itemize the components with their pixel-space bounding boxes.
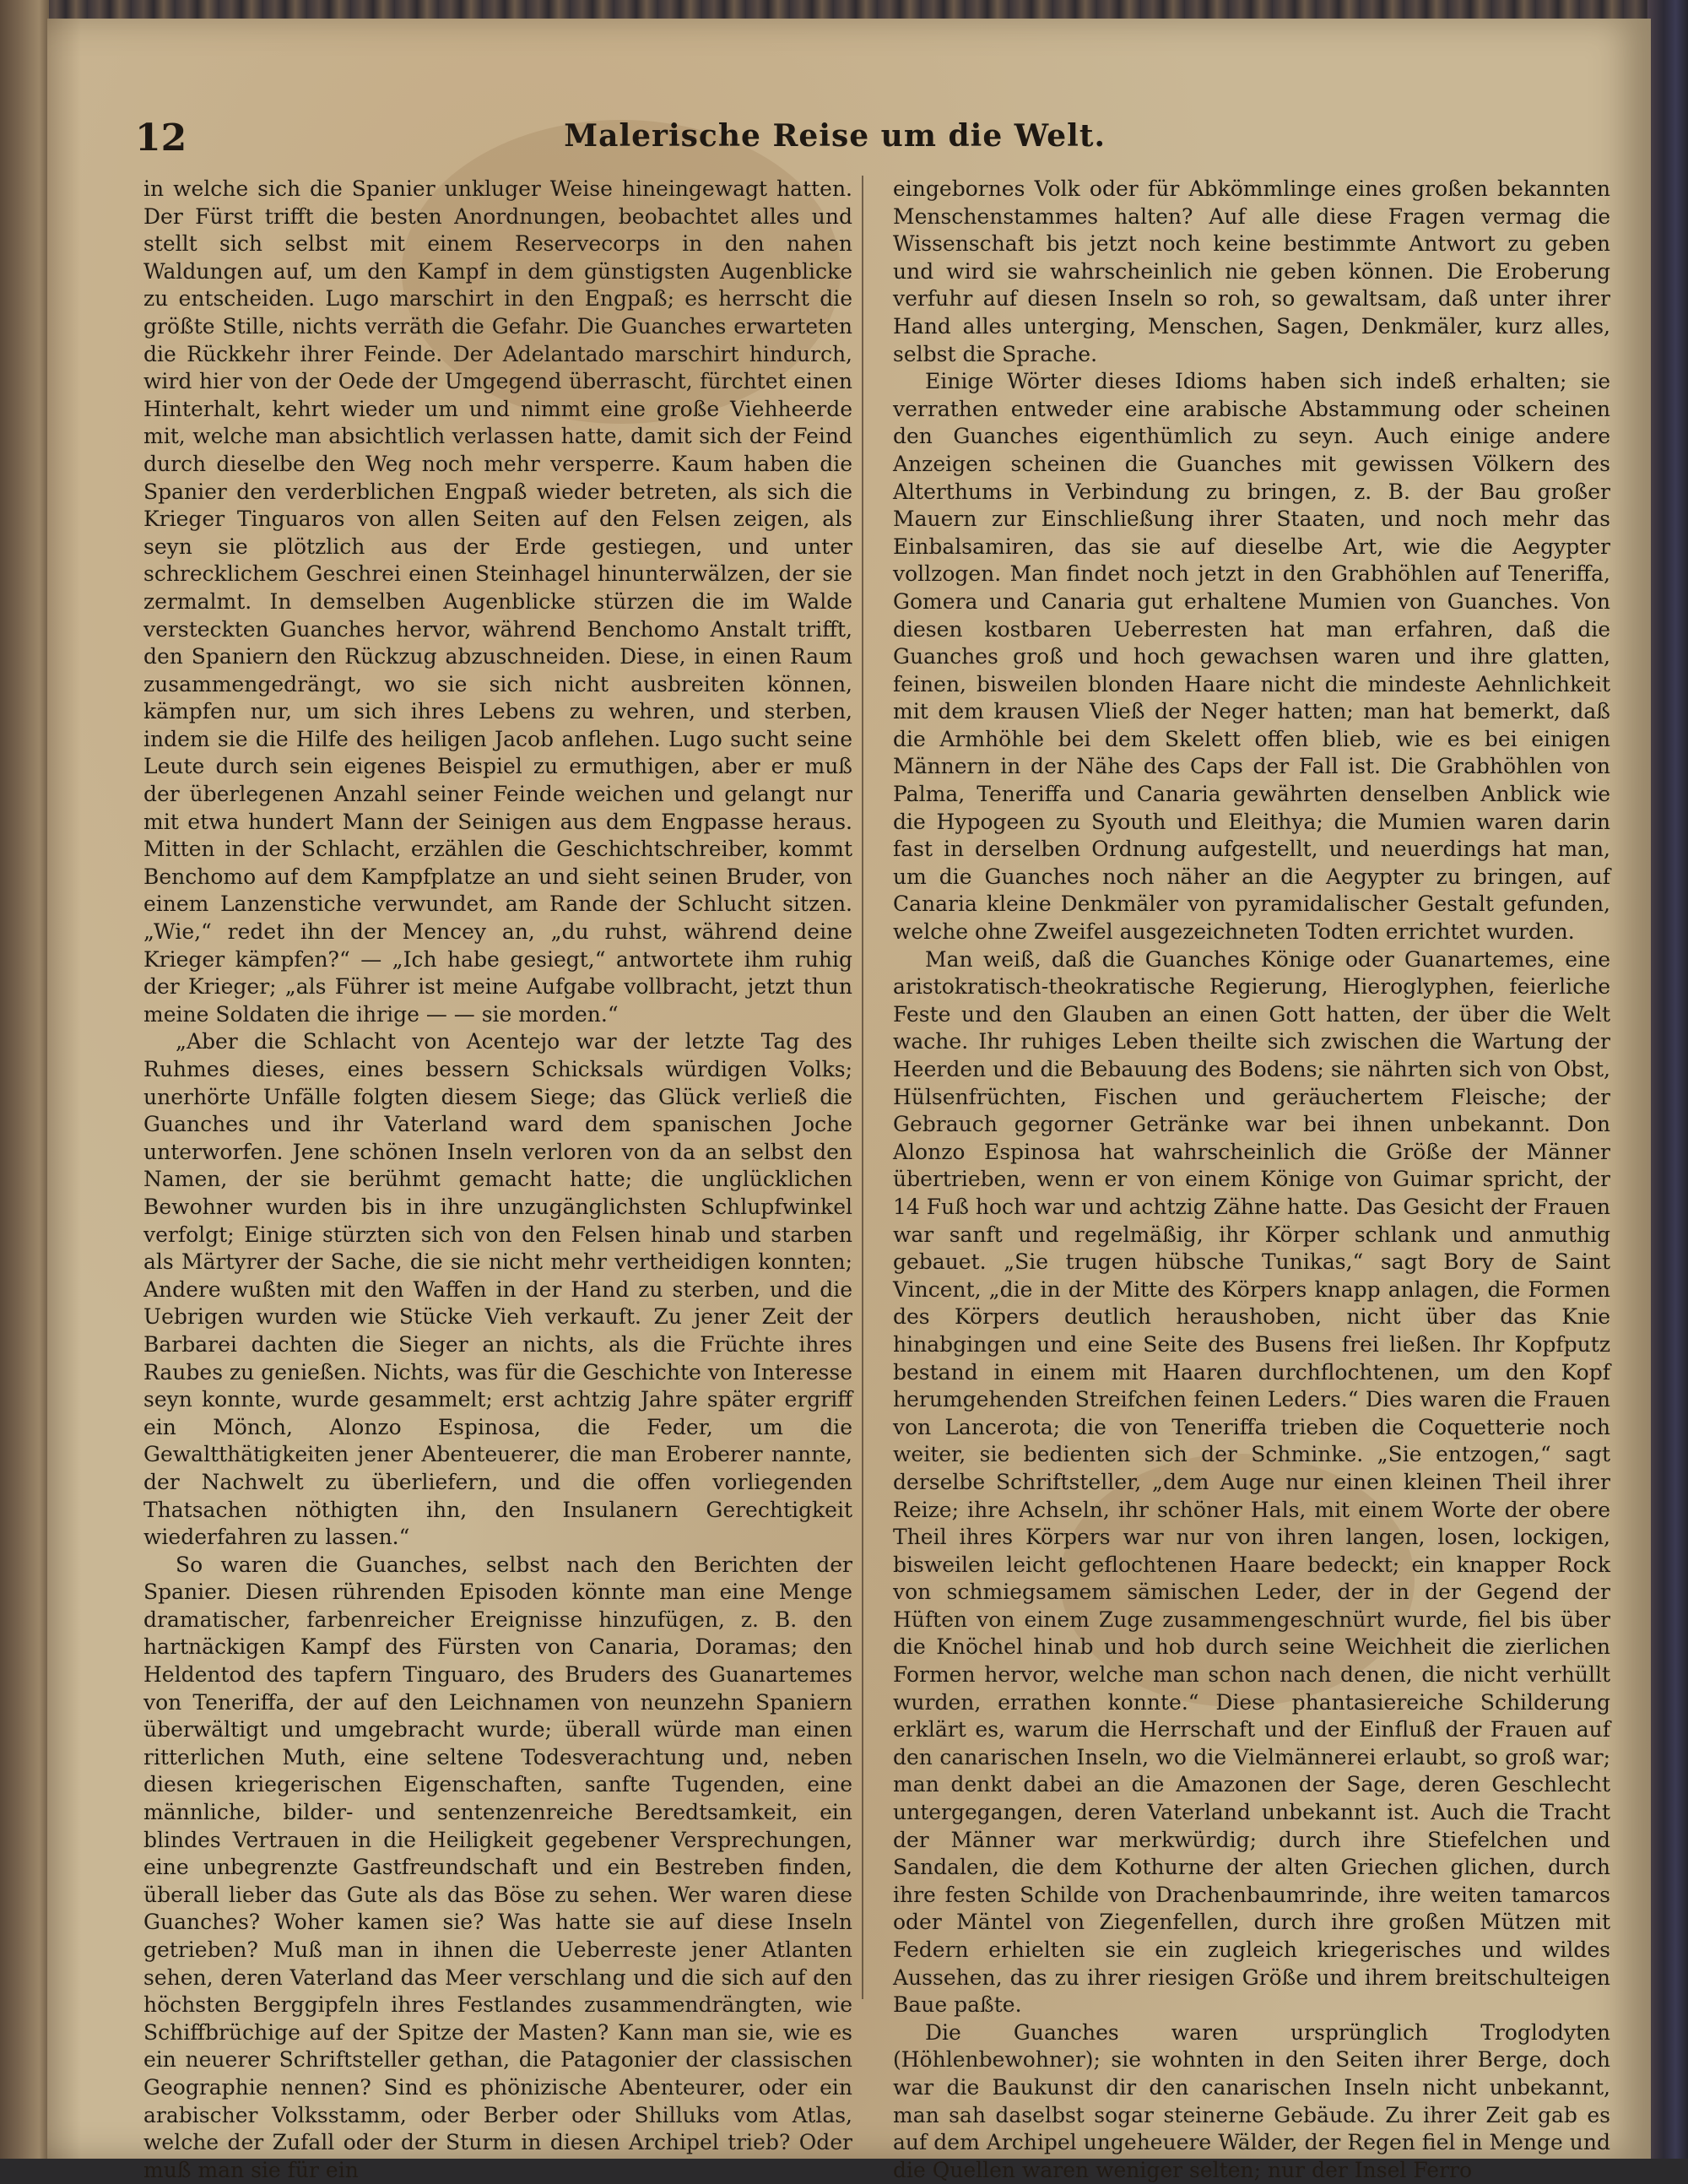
running-title: Malerische Reise um die Welt. — [564, 118, 1106, 154]
paragraph: Die Guanches waren ursprünglich Troglodyten (Höhlenbewohner); sie wohnten in den Seiten ihrer Berge, doch war die Baukunst dir den canarischen Inseln nicht unbekannt, man sah daselbst sogar steinerne Gebäude. Zu ihrer Zeit gab es auf dem Archipel ungeheuere Wälder, der Regen fiel in Menge und die Quellen waren weniger selten; nur der Insel Ferro — [893, 2019, 1610, 2182]
paragraph: Man weiß, daß die Guanches Könige oder Guanartemes, eine aristokratisch-theokratische Regierung, Hieroglyphen, feierliche Feste und den Glauben an einen Gott hatten, der über die Welt wache. Ihr ruhiges Leben theilte sich zwischen die Wartung der Heerden und die Bebauung des Bodens; sie nährten sich von Obst, Hülsenfrüchten, Fischen und geräuchertem Fleische; der Gebrauch gegorner Getränke war bei ihnen unbekannt. Don Alonzo Espinosa hat wahrscheinlich die Größe der Männer übertrieben, wenn er von einem Könige von Guimar spricht, der 14 Fuß hoch war und achtzig Zähne hatte. Das Gesicht der Frauen war sanft und regelmäßig, ihr Körper schlank und anmuthig gebauet. „Sie trugen hübsche Tunikas,“ sagt Bory de Saint Vincent, „die in der Mitte des Körpers knapp anlagen, die Formen des Körpers deutlich heraushoben, nicht über das Knie hinabgingen und eine Seite des Busens frei ließen. Ihr Kopfputz bestand in einem mit Haaren durchflochtenen, um den Kopf herumgehenden Streifchen feinen Leders.“ Dies waren die Frauen von Lancerota; die von Teneriffa trieben die Coquetterie noch weiter, sie bedienten sich der Schminke. „Sie entzogen,“ sagt derselbe Schriftsteller, „dem Auge nur einen kleinen Theil ihrer Reize; ihre Achseln, ihr schöner Hals, mit einem Worte der obere Theil ihres Körpers war nur von ihren langen, losen, lockigen, bisweilen leicht geflochtenen Haare bedeckt; ein knapper Rock von schmiegsamem sämischen Leder, der in der Gegend der Hüften von einem Zuge zusammengeschnürt wurde, fiel bis über die Knöchel hinab und hob durch seine Weichheit die zierlichen Formen hervor, welche man schon nach denen, die nicht verhüllt wurden, errathen konnte.“ Diese phantasiereiche Schilderung erklärt es, warum die Herrschaft und der Einfluß der Frauen auf den canarischen Inseln, wo die Vielmännerei erlaubt, so groß war; man denkt dabei an die Amazonen der Sage, deren Geschlecht untergegangen, deren Vaterland unbekannt ist. Auch die Tracht der Männer war merkwürdig; durch ihre Stiefelchen und Sandalen, die dem Kothurne der alten Griechen glichen, durch ihre festen Schilde von Drachenbaumrinde, ihre weiten tamarcos oder Mäntel von Ziegenfellen, durch ihre großen Mützen mit Federn erhielten sie ein zugleich kriegerisches und wildes Aussehen, das zu ihrer riesigen Größe und ihrem breitschulteigen Baue paßte. — [893, 946, 1610, 2018]
page-header — [135, 117, 1106, 167]
paragraph: Einige Wörter dieses Idioms haben sich indeß erhalten; sie verrathen entweder eine arabische Abstammung oder scheinen den Guanches eigenthümlich zu seyn. Auch einige andere Anzeigen scheinen die Guanches mit gewissen Völkern des Alterthums in Verbindung zu bringen, z. B. der Bau großer Mauern zur Einschließung ihrer Staaten, und noch mehr das Einbalsamiren, das sie auf dieselbe Art, wie die Aegypter vollzogen. Man findet noch jetzt in den Grabhöhlen auf Teneriffa, Gomera und Canaria gut erhaltene Mumien von Guanches. Von diesen kostbaren Ueberresten hat man erfahren, daß die Guanches groß und hoch gewachsen waren und ihre glatten, feinen, bisweilen blonden Haare nicht die mindeste Aehnlichkeit mit dem krausen Vließ der Neger hatten; man hat bemerkt, daß die Armhöhle bei dem Skelett offen blieb, wie es bei einigen Männern in der Nähe des Caps der Fall ist. Die Grabhöhlen von Palma, Teneriffa und Canaria gewährten denselben Anblick wie die Hypogeen zu Syouth und Eleithya; die Mumien waren darin fast in derselben Ordnung aufgestellt, und neuerdings hat man, um die Guanches noch näher an die Aegypter zu bringen, auf Canaria kleine Denkmäler von pyramidalischer Gestalt gefunden, welche ohne Zweifel ausgezeichneten Todten errichtet wurden. — [893, 369, 1610, 945]
paragraph: So waren die Guanches, selbst nach den Berichten der Spanier. Diesen rührenden Episoden könnte man eine Menge dramatischer, farbenreicher Ereignisse hinzufügen, z. B. den hartnäckigen Kampf des Fürsten von Canaria, Doramas; den Heldentod des tapfern Tinguaro, des Bruders des Guanartemes von Teneriffa, der auf den Leichnamen von neunzehn Spaniern überwältigt und umgebracht wurde; überall würde man einen ritterlichen Muth, eine seltene Todesverachtung und, neben diesen kriegerischen Eigenschaften, sanfte Tugenden, eine männliche, bilder- und sentenzenreiche Beredtsamkeit, ein blindes Vertrauen in die Heiligkeit gegebener Versprechungen, eine unbegrenzte Gastfreundschaft und ein Bestreben finden, überall lieber das Gute als das Böse zu sehen. Wer waren diese Guanches? Woher kamen sie? Was hatte sie auf diese Inseln getrieben? Muß man in ihnen die Ueberreste jener Atlanten sehen, deren Vaterland das Meer verschlang und die sich auf den höchsten Berggipfeln ihres Festlandes zusammendrängten, wie Schiffbrüchige auf der Spitze der Masten? Kann man sie, wie es ein neuerer Schriftsteller gethan, die Patagonier der classischen Geographie nennen? Sind es phönizische Abenteurer, oder ein arabischer Volksstamm, oder Berber oder Shilluks vom Atlas, welche der Zufall oder der Sturm in diesen Archipel trieb? Oder muß man sie für ein — [143, 1552, 852, 2182]
paragraph: „Aber die Schlacht von Acentejo war der letzte Tag des Ruhmes dieses, eines bessern Schicksals würdigen Volks; unerhörte Unfälle folgten diesem Siege; das Glück verließ die Guanches und ihr Vaterland ward dem spanischen Joche unterworfen. Jene schönen Inseln verloren von da an selbst den Namen, der sie berühmt gemacht hatte; die unglücklichen Bewohner wurden bis in ihre unzugänglichsten Schlupfwinkel verfolgt; Einige stürzten sich von den Felsen hinab und starben als Märtyrer der Sache, die sie nicht mehr vertheidigen konnten; Andere wußten mit den Waffen in der Hand zu sterben, und die Uebrigen wurden wie Stücke Vieh verkauft. Zu jener Zeit der Barbarei dachten die Sieger an nichts, als die Früchte ihres Raubes zu genießen. Nichts, was für die Geschichte von Interesse seyn konnte, wurde gesammelt; erst achtzig Jahre später ergriff ein Mönch, Alonzo Espinosa, die Feder, um die Gewaltthätigkeiten jener Abenteuerer, die man Eroberer nannte, der Nachwelt zu überliefern, und die offen vorliegenden Thatsachen nöthigten ihn, den Insulanern Gerechtigkeit wiederfahren zu lassen.“ — [143, 1029, 853, 1550]
paragraph: eingebornes Volk oder für Abkömmlinge eines großen bekannten Menschenstammes halten? Auf alle diese Fragen vermag die Wissenschaft bis jetzt noch keine bestimmte Antwort zu geben und wird sie wahrscheinlich nie geben können. Die Eroberung verfuhr auf diesen Inseln so roh, so gewaltsam, daß unter ihrer Hand alles unterging, Menschen, Sagen, Denkmäler, kurz alles, selbst die Sprache. — [893, 176, 1610, 366]
book-cover-edge — [1647, 0, 1688, 2159]
paragraph: in welche sich die Spanier unkluger Weise hineingewagt hatten. Der Fürst trifft die besten Anordnungen, beobachtet alles und stellt sich selbst mit einem Reservecorps in den nahen Waldungen auf, um den Kampf in dem günstigsten Augenblicke zu entscheiden. Lugo marschirt in den Engpaß; es herrscht die größte Stille, nichts verräth die Gefahr. Die Guanches erwarteten die Rückkehr ihrer Feinde. Der Adelantado marschirt hindurch, wird hier von der Oede der Umgegend überrascht, fürchtet einen Hinterhalt, kehrt wieder um und nimmt eine große Viehheerde mit, welche man absichtlich verlassen hatte, damit sich der Feind durch dieselbe den Weg noch mehr versperre. Kaum haben die Spanier den verderblichen Engpaß wieder betreten, als sich die Krieger Tinguaros von allen Seiten auf den Felsen zeigen, als seyn sie plötzlich aus der Erde gestiegen, und unter schrecklichem Geschrei einen Steinhagel hinunterwälzen, der sie zermalmt. In demselben Augenblicke stürzen die im Walde versteckten Guanches hervor, während Benchomo Anstalt trifft, den Spaniern den Rückzug abzuschneiden. Diese, in einen Raum zusammengedrängt, wo sie sich nicht ausbreiten können, kämpfen nur, um sich ihres Lebens zu wehren, und sterben, indem sie die Hilfe des heiligen Jacob anflehen. Lugo sucht seine Leute durch sein eigenes Beispiel zu ermuthigen, aber er muß der überlegenen Anzahl seiner Feinde weichen und gelangt nur mit etwa hundert Mann der Seinigen aus dem Engpasse heraus. Mitten in der Schlacht, erzählen die Geschichtschreiber, kommt Benchomo auf dem Kampfplatze an und sieht seinen Bruder, von einem Lanzenstiche verwundet, am Rande der Schlucht sitzen. „Wie,“ redet ihn der Mencey an, „du ruhst, während deine Krieger kämpfen?“ — „Ich habe gesiegt,“ antwortete ihm ruhig der Krieger; „als Führer ist meine Aufgabe vollbracht, jetzt thun meine Soldaten die ihrige — — sie morden.“ — [143, 176, 852, 1027]
previous-page-edge — [0, 0, 49, 2159]
column-divider — [862, 176, 863, 1999]
text-column-left — [143, 176, 852, 2184]
text-column-right — [893, 176, 1610, 2184]
page-number: 12 — [135, 117, 187, 160]
